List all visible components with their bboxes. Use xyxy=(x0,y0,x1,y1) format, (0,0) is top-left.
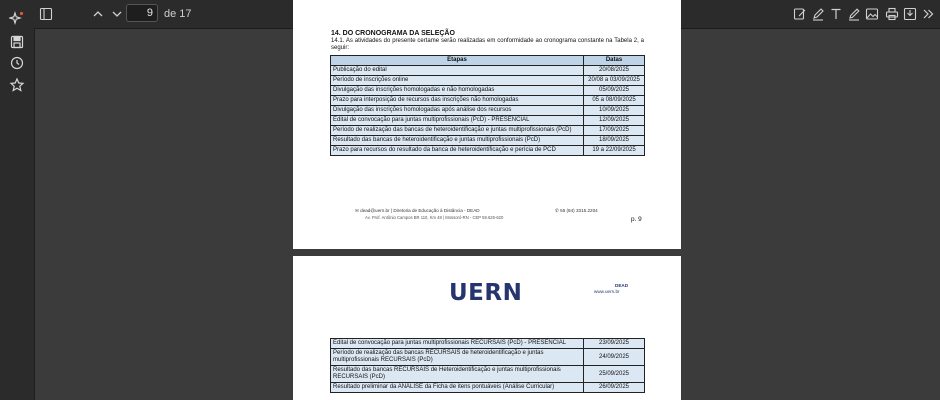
table-row xyxy=(331,349,645,366)
stage-cell: Divulgação das inscrições homologadas após análise dos recursos xyxy=(331,106,584,116)
page-number: p. 9 xyxy=(631,216,642,223)
previous-page-button[interactable] xyxy=(92,6,104,22)
table-row xyxy=(331,106,645,116)
uern-logo: UERN xyxy=(449,280,523,306)
date-cell: 26/09/2025 xyxy=(584,383,645,393)
page-count-label: de 17 xyxy=(164,8,192,20)
stage-cell: Período de realização das bancas RECURSAIS de heteroidentificação e juntas multiprofissionais RECURSAIS (PcD) xyxy=(331,349,584,366)
header-dept: DEAD xyxy=(615,283,629,288)
table-row xyxy=(331,86,645,96)
footer-email-line: ✉ dead@uern.br | Diretoria de Educação à Distância - DEAD xyxy=(355,208,480,213)
stage-cell: Resultado das bancas RECURSAIS de Heteroidentificação e juntas multiprofissionais RECURSAIS (PcD) xyxy=(331,366,584,383)
table-row xyxy=(331,96,645,106)
date-cell: 24/09/2025 xyxy=(584,349,645,366)
stage-cell: Resultado preliminar da ANÁLISE da Ficha de itens pontuáveis (Análise Curricular) xyxy=(331,383,584,393)
save-icon[interactable] xyxy=(9,34,25,50)
stage-cell: Edital de convocação para juntas multiprofissionais RECURSAIS (PcD) - PRESENCIAL xyxy=(331,339,584,349)
stage-cell: Prazo para interposição de recursos das inscrições não homologadas xyxy=(331,96,584,106)
date-cell: 10/09/2025 xyxy=(584,106,645,116)
stage-cell: Resultado das bancas de heteroidentificação e juntas multiprofissionais (PcD) xyxy=(331,136,584,146)
history-icon[interactable] xyxy=(9,55,25,71)
section-paragraph: 14.1. As atividades do presente certame serão realizadas em conformidade ao cronograma constante na Tabela 2, a seguir: xyxy=(331,38,644,52)
table-row xyxy=(331,66,645,76)
date-cell: 19 a 22/09/2025 xyxy=(584,146,645,156)
date-cell: 25/09/2025 xyxy=(584,366,645,383)
table-header-row xyxy=(331,56,645,66)
schedule-table xyxy=(330,55,645,156)
pdf-page-9 xyxy=(293,0,681,249)
page-number-input[interactable]: 9 xyxy=(126,4,158,22)
left-sidebar xyxy=(0,0,35,400)
stage-cell: Período de inscrições online xyxy=(331,76,584,86)
edit-text-icon[interactable] xyxy=(793,6,807,22)
date-cell: 20/08 a 03/09/2025 xyxy=(584,76,645,86)
header-site: www.uern.br xyxy=(594,289,620,294)
next-page-button[interactable] xyxy=(111,6,123,22)
highlight-icon[interactable] xyxy=(811,6,825,22)
date-cell: 20/08/2025 xyxy=(584,66,645,76)
table-row xyxy=(331,339,645,349)
ai-sparkle-icon[interactable] xyxy=(9,10,25,26)
print-icon[interactable] xyxy=(885,6,899,22)
date-cell: 17/09/2025 xyxy=(584,126,645,136)
image-icon[interactable] xyxy=(865,6,879,22)
date-cell: 12/09/2025 xyxy=(584,116,645,126)
footer-address-line: Av. Prof. Antônio Campos BR 110, Km 48 | Mossoró-RN - CEP 59.625-620 xyxy=(365,215,504,220)
draw-icon[interactable] xyxy=(847,6,861,22)
table-row xyxy=(331,136,645,146)
phone-icon: ✆ xyxy=(555,208,559,213)
stage-cell: Publicação do edital xyxy=(331,66,584,76)
pdf-page-10 xyxy=(293,256,681,400)
table-row xyxy=(331,76,645,86)
save-file-icon[interactable] xyxy=(903,6,917,22)
date-cell: 05/09/2025 xyxy=(584,86,645,96)
table-row xyxy=(331,366,645,383)
column-header-etapas: Etapas xyxy=(331,56,584,66)
email-icon: ✉ xyxy=(355,208,359,213)
schedule-table-continued xyxy=(330,338,645,393)
more-tools-icon[interactable] xyxy=(921,6,935,22)
text-tool-icon[interactable] xyxy=(829,6,843,22)
footer-phone: ✆ 55 (84) 3315.2204 xyxy=(555,208,598,213)
column-header-datas: Datas xyxy=(584,56,645,66)
date-cell: 23/09/2025 xyxy=(584,339,645,349)
date-cell: 05 a 08/09/2025 xyxy=(584,96,645,106)
table-row xyxy=(331,146,645,156)
stage-cell: Prazo para recursos do resultado da banca de heteroidentificação e perícia de PCD xyxy=(331,146,584,156)
table-row xyxy=(331,383,645,393)
section-heading: 14. DO CRONOGRAMA DA SELEÇÃO xyxy=(331,30,455,37)
table-row xyxy=(331,116,645,126)
stage-cell: Divulgação das inscrições homologadas e não homologadas xyxy=(331,86,584,96)
star-icon[interactable] xyxy=(9,77,25,93)
date-cell: 18/09/2025 xyxy=(584,136,645,146)
stage-cell: Edital de convocação para juntas multiprofissionais (PcD) - PRESENCIAL xyxy=(331,116,584,126)
sidebar-toggle-icon[interactable] xyxy=(39,6,53,22)
stage-cell: Período de realização das bancas de heteroidentificação e juntas multiprofissionais (PcD) xyxy=(331,126,584,136)
table-row xyxy=(331,126,645,136)
